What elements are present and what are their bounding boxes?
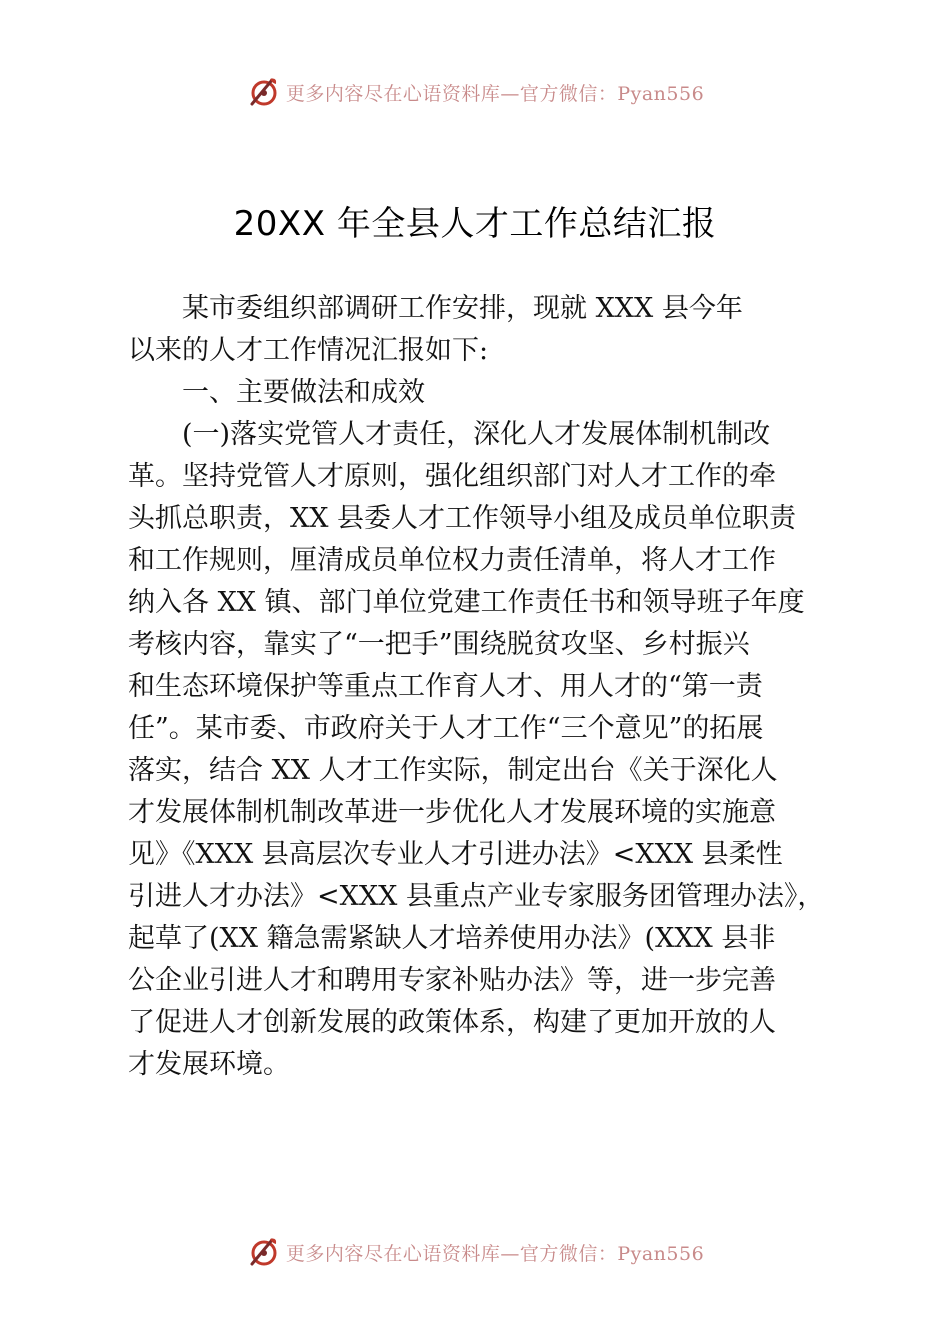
footer-banner	[0, 1232, 950, 1272]
section-heading: 一、主要做法和成效	[128, 377, 425, 408]
body-line: 了促进人才创新发展的政策体系，构建了更加开放的人	[128, 1007, 776, 1038]
document-title: 20XX 年全县人才工作总结汇报	[233, 204, 717, 244]
header-banner-text: 更多内容尽在心语资料库—官方微信：Pyan556	[285, 82, 705, 105]
body-line: 落实，结合 XX 人才工作实际，制定出台《关于深化人	[128, 755, 778, 786]
footer-banner-text: 更多内容尽在心语资料库—官方微信：Pyan556	[285, 1242, 705, 1265]
body-line: 才发展体制机制改革进一步优化人才发展环境的实施意	[128, 797, 776, 828]
quill-pen-logo-icon	[246, 1234, 282, 1270]
document-body	[128, 288, 828, 1086]
body-line: 头抓总职责，XX 县委人才工作领导小组及成员单位职责	[128, 503, 797, 534]
body-line: 公企业引进人才和聘用专家补贴办法》等，进一步完善	[128, 965, 776, 996]
body-line: 和生态环境保护等重点工作育人才、用人才的“第一责	[128, 671, 763, 702]
body-line: 任”。某市委、市政府关于人才工作“三个意见”的拓展	[128, 713, 764, 744]
header-banner	[0, 72, 950, 112]
body-line: (一)落实党管人才责任，深化人才发展体制机制改	[128, 419, 771, 450]
body-line: 纳入各 XX 镇、部门单位党建工作责任书和领导班子年度	[128, 587, 805, 618]
quill-pen-logo-icon	[246, 74, 282, 110]
body-line: 引进人才办法》<XXX 县重点产业专家服务团管理办法》，	[128, 881, 825, 912]
body-line: 见》《XXX 县高层次专业人才引进办法》<XXX 县柔性	[128, 839, 783, 870]
body-line: 考核内容，靠实了“一把手”围绕脱贫攻坚、乡村振兴	[128, 629, 750, 660]
body-line: 才发展环境。	[128, 1049, 290, 1080]
body-line: 以来的人才工作情况汇报如下:	[128, 335, 489, 366]
body-line: 某市委组织部调研工作安排，现就 XXX 县今年	[128, 293, 743, 324]
body-line: 起草了(XX 籍急需紧缺人才培养使用办法》(XXX 县非	[128, 923, 776, 954]
body-line: 革。坚持党管人才原则，强化组织部门对人才工作的牵	[128, 461, 776, 492]
body-line: 和工作规则，厘清成员单位权力责任清单，将人才工作	[128, 545, 776, 576]
